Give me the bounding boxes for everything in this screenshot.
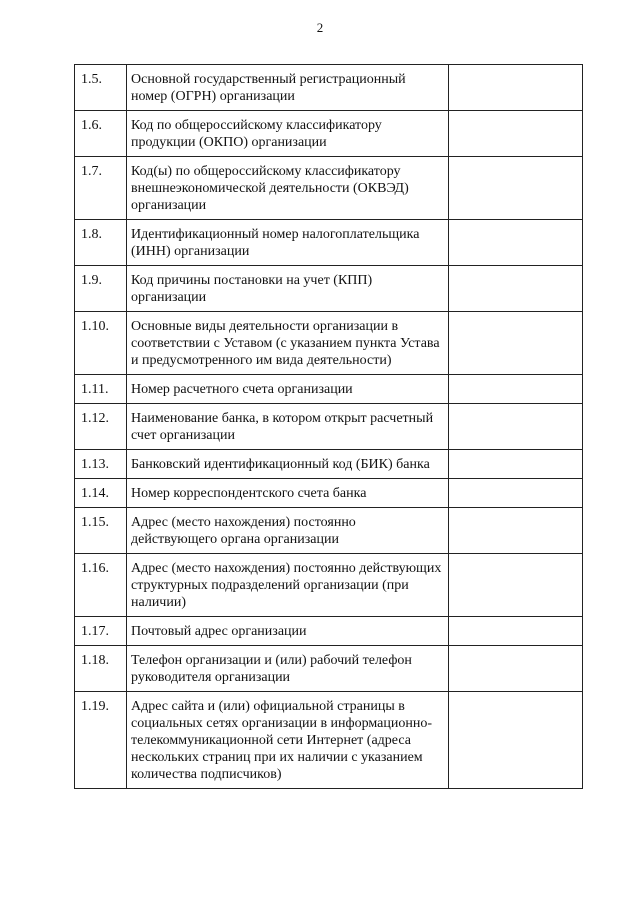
row-number: 1.12. [75,404,127,450]
row-description: Код по общероссийскому классификатору продукции (ОКПО) организации [127,111,449,157]
row-value-cell[interactable] [449,65,583,111]
row-description: Телефон организации и (или) рабочий телефон руководителя организации [127,646,449,692]
row-value-cell[interactable] [449,220,583,266]
table-row [75,404,583,450]
row-number: 1.7. [75,157,127,220]
row-description: Номер корреспондентского счета банка [127,479,449,508]
row-number: 1.15. [75,508,127,554]
form-table [74,64,583,789]
row-description: Банковский идентификационный код (БИК) банка [127,450,449,479]
row-number: 1.10. [75,312,127,375]
table-row [75,692,583,789]
row-number: 1.11. [75,375,127,404]
row-number: 1.13. [75,450,127,479]
row-description: Код(ы) по общероссийскому классификатору внешнеэкономической деятельности (ОКВЭД) организации [127,157,449,220]
table-row [75,450,583,479]
table-row [75,312,583,375]
table-row [75,375,583,404]
row-number: 1.9. [75,266,127,312]
row-value-cell[interactable] [449,508,583,554]
row-number: 1.17. [75,617,127,646]
row-value-cell[interactable] [449,312,583,375]
row-description: Идентификационный номер налогоплательщика (ИНН) организации [127,220,449,266]
row-description: Почтовый адрес организации [127,617,449,646]
row-description: Адрес (место нахождения) постоянно действующих структурных подразделений организации (при наличии) [127,554,449,617]
table-row [75,111,583,157]
row-value-cell[interactable] [449,404,583,450]
table-row [75,508,583,554]
row-number: 1.16. [75,554,127,617]
row-number: 1.18. [75,646,127,692]
row-description: Адрес сайта и (или) официальной страницы в социальных сетях организации в информационно-телекоммуникационной сети Интернет (адреса нескольких страниц при их наличии с указанием количества подписчиков) [127,692,449,789]
row-description: Наименование банка, в котором открыт расчетный счет организации [127,404,449,450]
row-number: 1.8. [75,220,127,266]
row-description: Номер расчетного счета организации [127,375,449,404]
table-row [75,646,583,692]
row-value-cell[interactable] [449,646,583,692]
row-number: 1.14. [75,479,127,508]
row-number: 1.19. [75,692,127,789]
row-value-cell[interactable] [449,692,583,789]
row-value-cell[interactable] [449,157,583,220]
table-row [75,65,583,111]
table-row [75,479,583,508]
page-number: 2 [316,20,324,35]
row-value-cell[interactable] [449,111,583,157]
row-value-cell[interactable] [449,375,583,404]
row-value-cell[interactable] [449,554,583,617]
row-number: 1.5. [75,65,127,111]
table-row [75,554,583,617]
row-description: Адрес (место нахождения) постоянно действующего органа организации [127,508,449,554]
table-row [75,617,583,646]
table-row [75,220,583,266]
table-row [75,157,583,220]
row-value-cell[interactable] [449,266,583,312]
row-description: Основные виды деятельности организации в соответствии с Уставом (с указанием пункта Устава и предусмотренного им вида деятельности) [127,312,449,375]
row-value-cell[interactable] [449,450,583,479]
row-value-cell[interactable] [449,617,583,646]
row-value-cell[interactable] [449,479,583,508]
row-number: 1.6. [75,111,127,157]
row-description: Основной государственный регистрационный номер (ОГРН) организации [127,65,449,111]
row-description: Код причины постановки на учет (КПП) организации [127,266,449,312]
table-row [75,266,583,312]
